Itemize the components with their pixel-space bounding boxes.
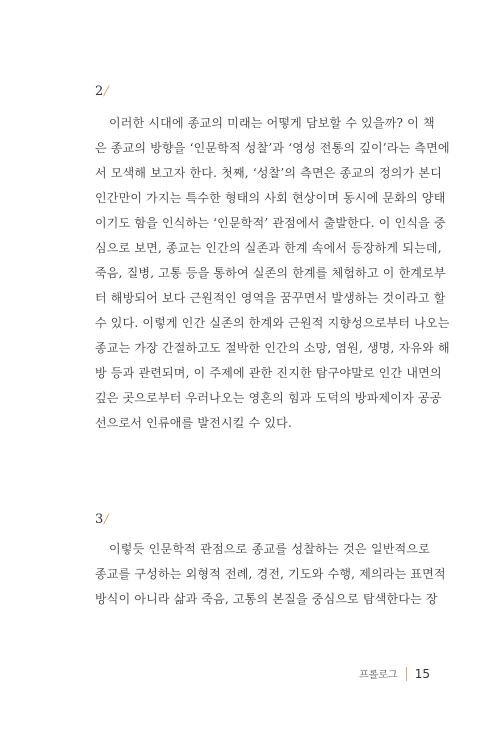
page-footer (359, 666, 430, 681)
text-line: 죽음, 질병, 고통 등을 통하여 실존의 한계를 체험하고 이 한계로부 (95, 266, 446, 280)
chapter-label: 프롤로그 (359, 670, 398, 681)
text-line: 터 해방되어 보다 근원적인 영역을 꿈꾸면서 발생하는 것이라고 할 (95, 291, 446, 305)
section-2-paragraph (95, 111, 450, 436)
section-number-text: 3 (95, 512, 104, 527)
footer-divider (406, 667, 407, 681)
text-line: 인간만이 가지는 특수한 형태의 사회 현상이며 동시에 문화의 양태 (95, 191, 446, 205)
section-number-2 (95, 84, 109, 99)
text-line: 선으로서 인류애를 발전시킬 수 있다. (95, 416, 292, 430)
text-line: 종교는 가장 간절하고도 절박한 인간의 소망, 염원, 생명, 자유와 해 (95, 341, 450, 355)
page-number: 15 (414, 666, 430, 681)
slash-ornament: / (102, 84, 111, 99)
text-line: 깊은 곳으로부터 우러나오는 영혼의 힘과 도덕의 방파제이자 공공 (95, 391, 442, 405)
text-line: 방 등과 관련되며, 이 주제에 관한 진지한 탐구야말로 인간 내면의 (95, 366, 442, 380)
text-line: 이렇듯 인문학적 관점으로 종교를 성찰하는 것은 일반적으로 (109, 542, 430, 556)
text-line: 심으로 보면, 종교는 인간의 실존과 한계 속에서 등장하게 되는데, (95, 241, 442, 255)
section-number-3 (95, 512, 109, 527)
slash-ornament: / (102, 512, 111, 527)
text-line: 은 종교의 방향을 ‘인문학적 성찰’과 ‘영성 전통의 깊이’라는 측면에 (95, 141, 450, 155)
section-3-paragraph (95, 537, 446, 612)
text-line: 이러한 시대에 종교의 미래는 어떻게 담보할 수 있을까? 이 책 (109, 116, 435, 130)
text-line: 수 있다. 이렇게 인간 실존의 한계와 근원적 지향성으로부터 나오는 (95, 316, 450, 330)
section-number-text: 2 (95, 84, 104, 99)
text-line: 이기도 함을 인식하는 ‘인문학적’ 관점에서 출발한다. 이 인식을 중 (95, 216, 446, 230)
text-line: 서 모색해 보고자 한다. 첫째, ‘성찰’의 측면은 종교의 정의가 본디 (95, 166, 442, 180)
text-line: 종교를 구성하는 외형적 전례, 경전, 기도와 수행, 제의라는 표면적 (95, 567, 446, 581)
text-line: 방식이 아니라 삶과 죽음, 고통의 본질을 중심으로 탐색한다는 장 (95, 592, 438, 606)
